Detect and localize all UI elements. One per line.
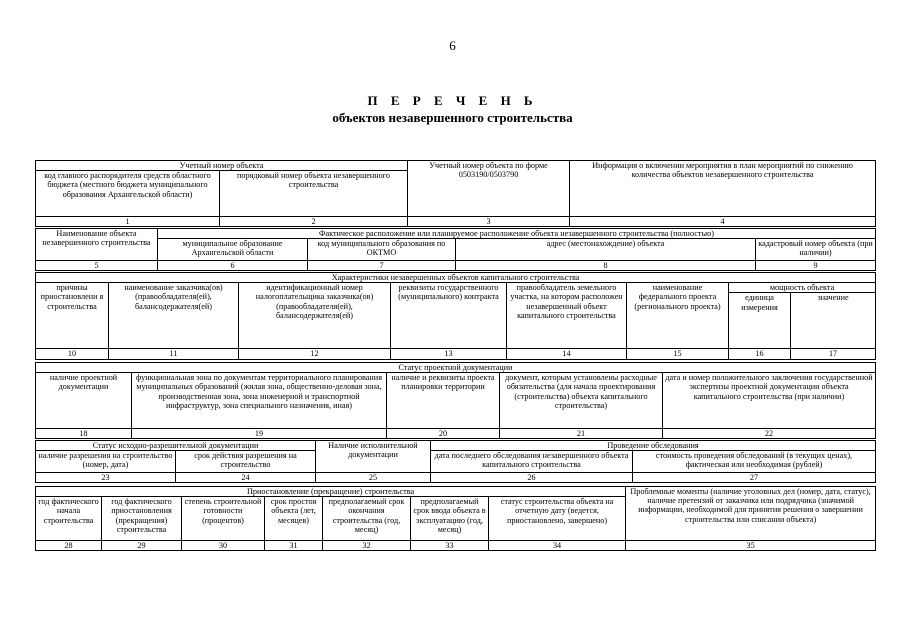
header-col-27: стоимость проведения обследований (в текущих ценах), фактическая или необходимая (рублей) bbox=[633, 451, 876, 473]
col-number-27: 27 bbox=[633, 473, 876, 483]
header-col-13: реквизиты государственного (муниципального) контракта bbox=[391, 283, 507, 349]
col-number-9: 9 bbox=[756, 261, 876, 271]
col-number-33: 33 bbox=[411, 541, 489, 551]
header-col-12: идентификационный номер налогоплательщика заказчика(ов) (правообладателя(ей), балансодержателя(ей) bbox=[239, 283, 391, 349]
col-number-8: 8 bbox=[456, 261, 756, 271]
header-col-35: Проблемные моменты (наличие уголовных дел (номер, дата, статус), наличие претензий от заказчика или подрядчика (значимой информации, необходимой для принятия решения о завершении строительства или списании объекта) bbox=[626, 487, 876, 541]
header-col-8: адрес (местонахождение) объекта bbox=[456, 239, 756, 261]
col-number-17: 17 bbox=[791, 349, 876, 359]
table-block-2 bbox=[35, 228, 876, 271]
table-block-1 bbox=[35, 160, 876, 227]
header-col-31: срок простоя объекта (лет, месяцев) bbox=[265, 497, 323, 541]
header-col-34: статус строительства объекта на отчетную дату (ведется, приостановлено, завершено) bbox=[489, 497, 626, 541]
col-number-21: 21 bbox=[500, 429, 663, 439]
col-number-20: 20 bbox=[387, 429, 500, 439]
col-number-35: 35 bbox=[626, 541, 876, 551]
col-number-14: 14 bbox=[507, 349, 627, 359]
header-col-3: Учетный номер объекта по форме 0503190/0503790 bbox=[408, 161, 570, 217]
header-col-30: степень строительной готовности (процентов) bbox=[182, 497, 265, 541]
header-location: Фактическое расположение или планируемое расположение объекта незавершенного строительства (полностью) bbox=[158, 229, 876, 239]
col-number-24: 24 bbox=[176, 473, 316, 483]
header-col-17: значение bbox=[791, 293, 876, 349]
header-project-docs: Статус проектной документации bbox=[36, 363, 876, 373]
header-col-25: Наличие исполнительной документации bbox=[316, 441, 431, 473]
header-col-16: единица измерения bbox=[729, 293, 791, 349]
col-number-2: 2 bbox=[220, 217, 408, 227]
col-number-16: 16 bbox=[729, 349, 791, 359]
table-block-5 bbox=[35, 440, 876, 483]
header-object-number: Учетный номер объекта bbox=[36, 161, 408, 171]
page-number: 6 bbox=[449, 38, 456, 53]
header-permits: Статус исходно-разрешительной документации bbox=[36, 441, 316, 451]
col-number-18: 18 bbox=[36, 429, 132, 439]
col-number-30: 30 bbox=[182, 541, 265, 551]
header-inspection: Проведение обследования bbox=[431, 441, 876, 451]
col-number-15: 15 bbox=[627, 349, 729, 359]
document-title: П Е Р Е Ч Е Н Ь bbox=[367, 93, 538, 108]
header-col-22: дата и номер положительного заключения государственной экспертизы проектной документации объекта капитального строительства (при наличии) bbox=[663, 373, 876, 429]
col-number-32: 32 bbox=[323, 541, 411, 551]
col-number-7: 7 bbox=[308, 261, 456, 271]
col-number-10: 10 bbox=[36, 349, 109, 359]
col-number-13: 13 bbox=[391, 349, 507, 359]
header-capacity: мощность объекта bbox=[729, 283, 876, 293]
header-col-11: наименование заказчика(ов) (правообладателя(ей), балансодержателя(ей) bbox=[109, 283, 239, 349]
col-number-19: 19 bbox=[132, 429, 387, 439]
col-number-29: 29 bbox=[102, 541, 182, 551]
header-col-1: код главного распорядителя средств областного бюджета (местного бюджета муниципального образования Архангельской области) bbox=[36, 171, 220, 217]
header-col-18: наличие проектной документации bbox=[36, 373, 132, 429]
col-number-26: 26 bbox=[431, 473, 633, 483]
header-col-21: документ, которым установлены расходные обязательства (для начала проектирования (строительства) объекта капитального строительства) bbox=[500, 373, 663, 429]
col-number-11: 11 bbox=[109, 349, 239, 359]
col-number-25: 25 bbox=[316, 473, 431, 483]
header-col-20: наличие и реквизиты проекта планировки территории bbox=[387, 373, 500, 429]
col-number-4: 4 bbox=[570, 217, 876, 227]
header-col-2: порядковый номер объекта незавершенного строительства bbox=[220, 171, 408, 217]
col-number-28: 28 bbox=[36, 541, 102, 551]
header-col-4: Информация о включении мероприятия в план мероприятий по снижению количества объектов незавершенного строительства bbox=[570, 161, 876, 217]
header-characteristics: Характеристики незавершенных объектов капитального строительства bbox=[36, 273, 876, 283]
header-suspension: Приостановление (прекращение) строительства bbox=[36, 487, 626, 497]
header-col-19: функциональная зона по документам территориального планирования муниципальных образований (жилая зона, общественно-деловая зона, производственная зона, зона инженерной и транспортной инфраструктур, зона специального назначения, иная) bbox=[132, 373, 387, 429]
header-col-10: причины приостановлени я строительства bbox=[36, 283, 109, 349]
col-number-34: 34 bbox=[489, 541, 626, 551]
header-col-7: код муниципального образования по ОКТМО bbox=[308, 239, 456, 261]
header-col-24: срок действия разрешения на строительство bbox=[176, 451, 316, 473]
col-number-1: 1 bbox=[36, 217, 220, 227]
col-number-22: 22 bbox=[663, 429, 876, 439]
header-col-6: муниципальное образование Архангельской области bbox=[158, 239, 308, 261]
table-block-3 bbox=[35, 272, 876, 360]
col-number-31: 31 bbox=[265, 541, 323, 551]
table-block-4 bbox=[35, 362, 876, 439]
col-number-3: 3 bbox=[408, 217, 570, 227]
header-col-29: год фактического приостановления (прекращения) строительства bbox=[102, 497, 182, 541]
col-number-23: 23 bbox=[36, 473, 176, 483]
col-number-12: 12 bbox=[239, 349, 391, 359]
header-col-28: год фактического начала строительства bbox=[36, 497, 102, 541]
document-subtitle: объектов незавершенного строительства bbox=[332, 110, 573, 125]
header-col-26: дата последнего обследования незавершенного объекта капитального строительства bbox=[431, 451, 633, 473]
header-col-14: правообладатель земельного участка, на котором расположен незавершенный объект капитального строительства bbox=[507, 283, 627, 349]
header-col-15: наименование федерального проекта (регионального проекта) bbox=[627, 283, 729, 349]
header-col-9: кадастровый номер объекта (при наличии) bbox=[756, 239, 876, 261]
header-col-33: предполагаемый срок ввода объекта в эксплуатацию (год, месяц) bbox=[411, 497, 489, 541]
header-col-32: предполагаемый срок окончания строительства (год, месяц) bbox=[323, 497, 411, 541]
header-col-5: Наименование объекта незавершенного строительства bbox=[36, 229, 158, 261]
header-col-23: наличие разрешения на строительство (номер, дата) bbox=[36, 451, 176, 473]
col-number-5: 5 bbox=[36, 261, 158, 271]
table-block-6 bbox=[35, 486, 876, 551]
col-number-6: 6 bbox=[158, 261, 308, 271]
